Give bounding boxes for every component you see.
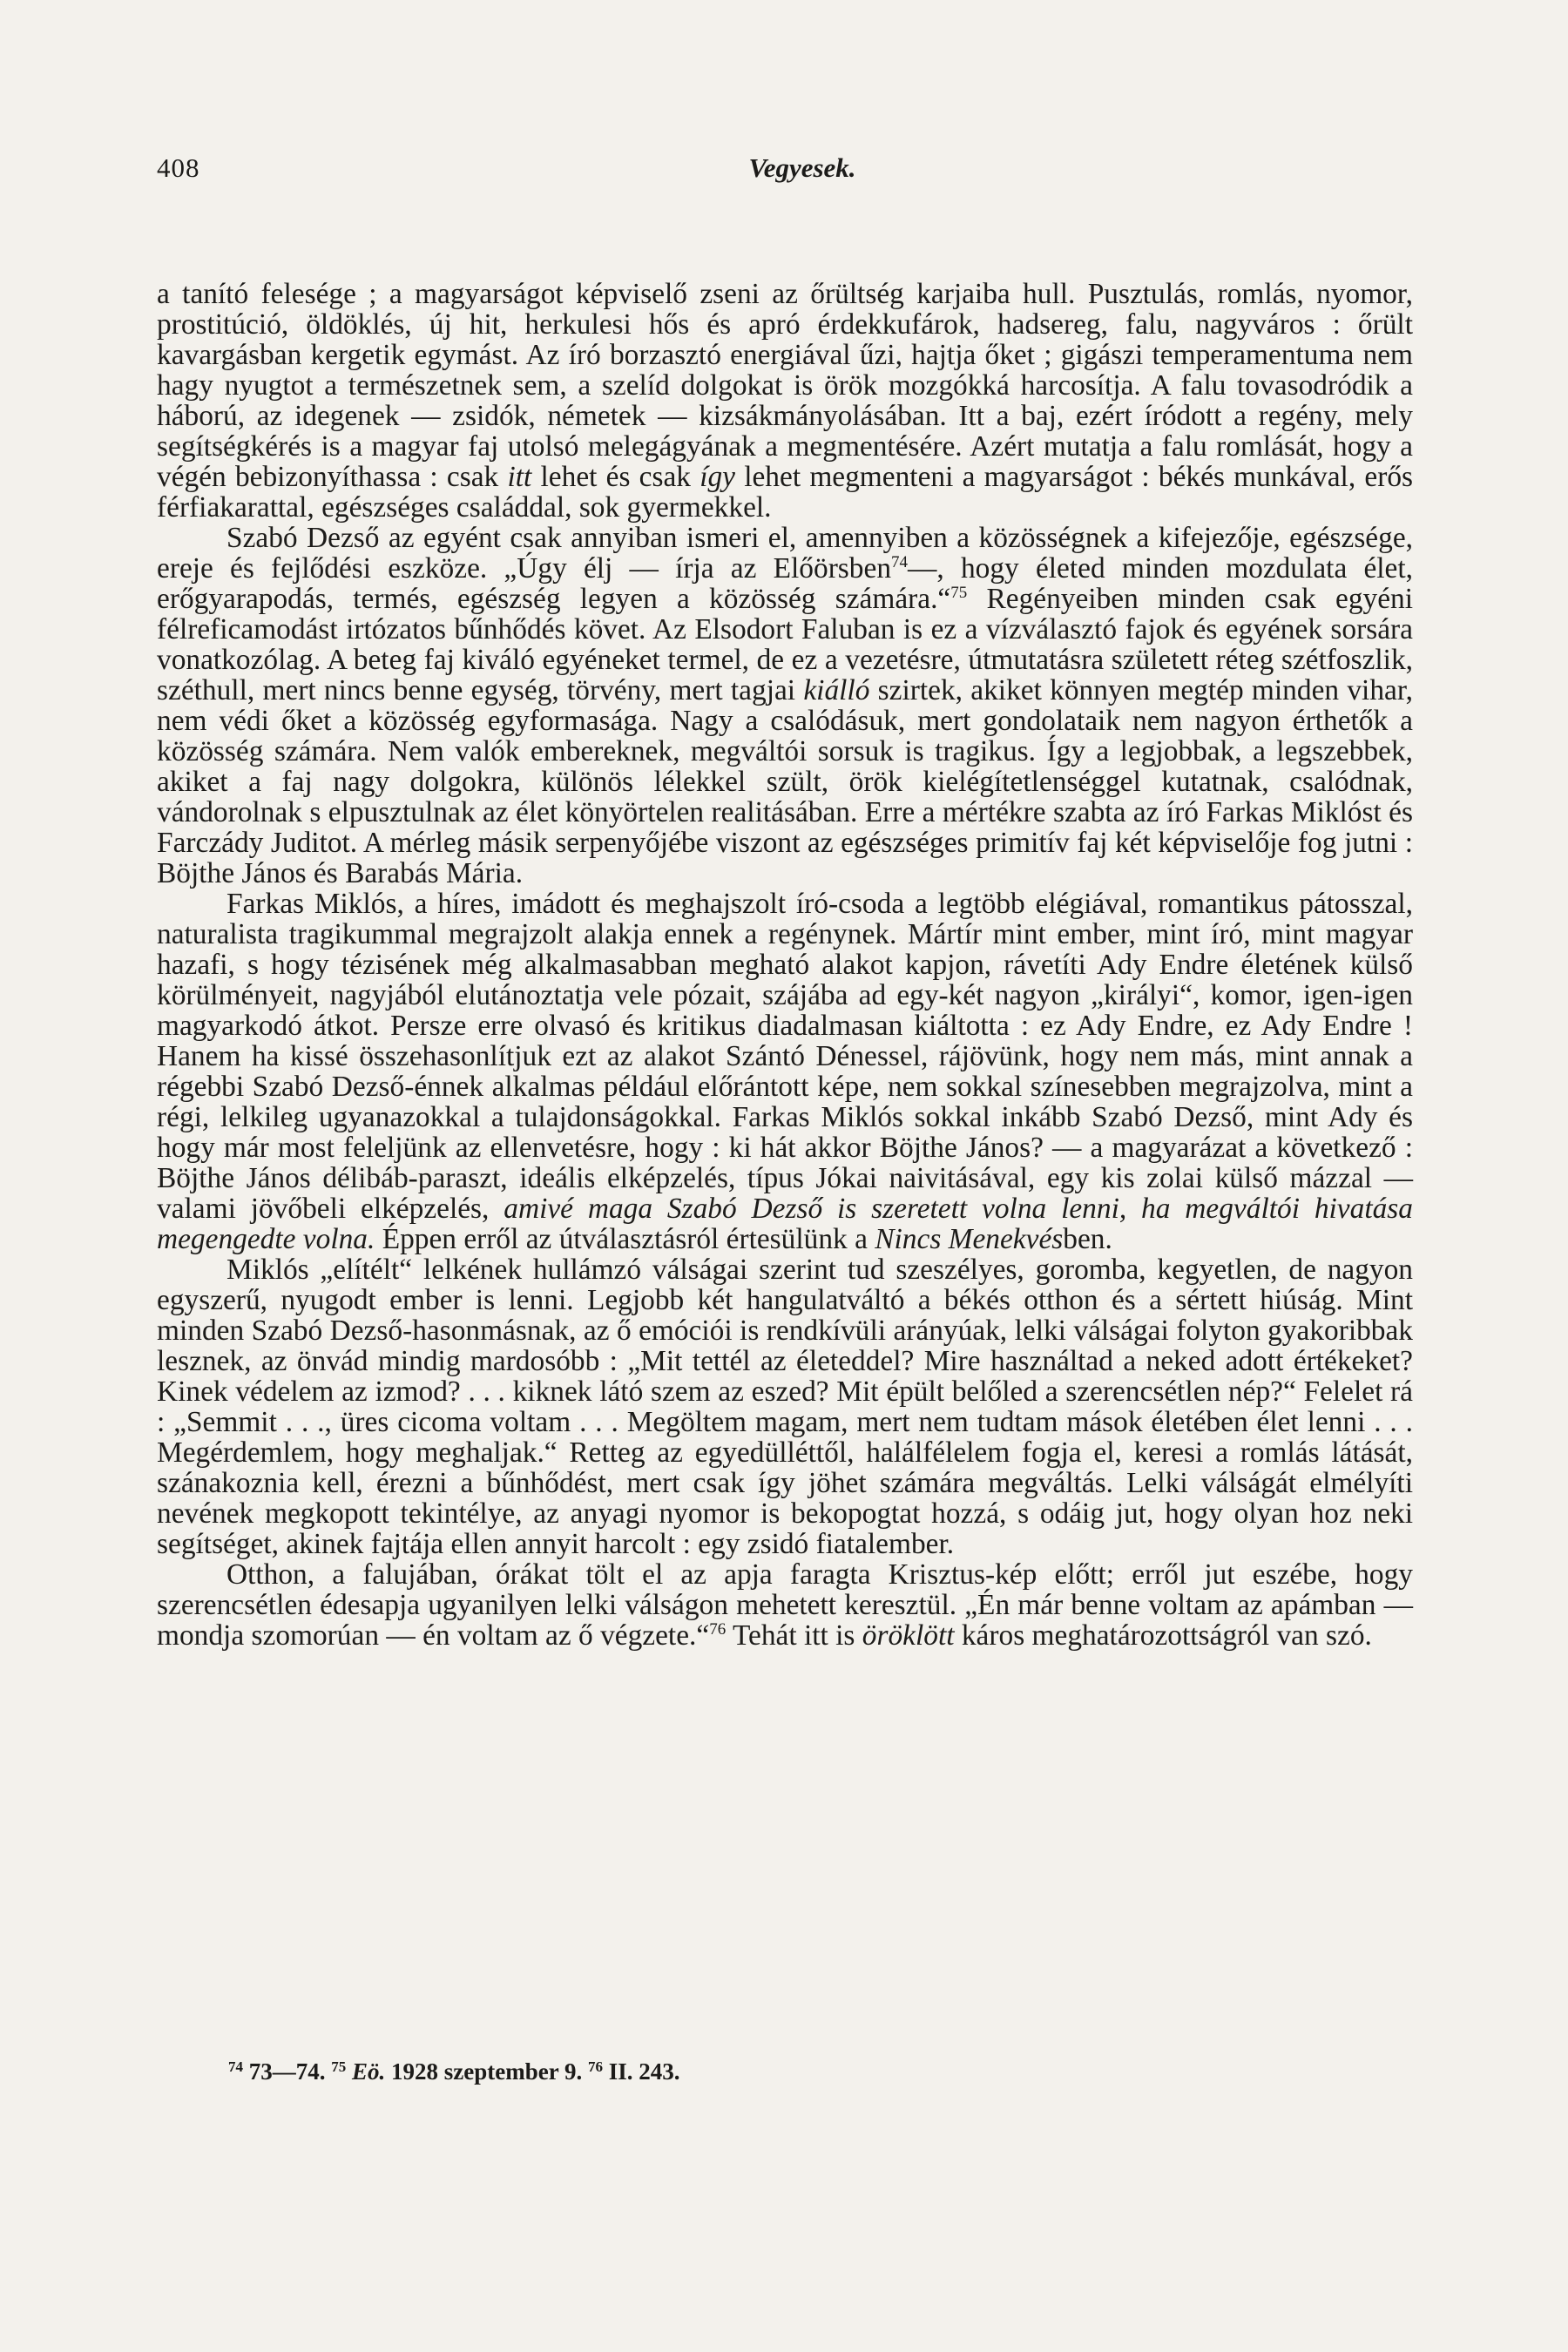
footnote xyxy=(588,2058,680,2085)
paragraph xyxy=(157,1559,1413,1651)
footnote-reference: 75 xyxy=(950,584,968,602)
footnote-reference: 76 xyxy=(709,1620,727,1639)
italic-text: öröklött xyxy=(862,1619,955,1652)
text-run: 73—74. xyxy=(243,2058,332,2085)
footnotes xyxy=(228,2054,680,2089)
footnote xyxy=(228,2058,331,2085)
text-run: a tanító felesége ; a magyarságot képviselő zseni az őrültség karjaiba hull. Pusztulás, romlás, nyomor, prostitúció, öldöklés, új hit, herkulesi hős és apró érdekkufárok, hadsereg, falu, nagyváros : őrült kavargásban kergetik egymást. Az író borzasztó energiával űzi, hajtja őket ; gigászi temperamentuma nem hagy nyugtot a természetnek sem, a szelíd dolgokat is örök mozgókká harcosítja. A falu tovasodródik a háború, az idegenek — zsidók, németek — kizsákmányolásában. Itt a baj, ezért íródott a regény, mely segítségkérés is a magyar faj utolsó melegágyának a megmentésére. Azért mutatja a falu romlását, hogy a végén bebizonyíthassa : csak xyxy=(157,278,1413,493)
body-text xyxy=(157,279,1413,1651)
text-run: II. 243. xyxy=(602,2058,680,2085)
text-run: káros meghatározottságról van szó. xyxy=(954,1619,1372,1652)
text-run: Miklós „elítélt“ lelkének hullámzó válságai szerint tud szeszélyes, goromba, kegyetlen, de nagyon egyszerű, nyugodt ember is lenni. Legjobb két hangulatváltó a békés otthon és a sértett hiúság. Mint minden Szabó Dezső-hasonmásnak, az ő emóciói is rendkívüli arányúak, lelki válságai folyton gyakoribbak lesznek, az önvád mindig mardosóbb : „Mit tettél az életeddel? Mire használtad a neked adott értékeket? Kinek védelem az izmod? . . . kiknek látó szem az eszed? Mit épült belőled a szerencsétlen nép?“ Felelet rá : „Semmit . . ., üres cicoma voltam . . . Megöltem magam, mert nem tudtam mások életében élet lenni . . . Megérdemlem, hogy meghaljak.“ Retteg az egyedülléttől, halálfélelem fogja el, keresi a romlás látását, szánakoznia kell, érezni a bűnhődést, mert csak így jöhet számára megváltás. Lelki válságát elmélyíti nevének megkopott tekintélye, az anyagi nyomor is bekopogtat hozzá, s odáig jut, hogy olyan hoz neki segítséget, akinek fajtája ellen annyit harcolt : egy zsidó fiatalember. xyxy=(157,1254,1413,1560)
text-run xyxy=(346,2058,352,2085)
text-run: Tehát itt is xyxy=(726,1619,862,1652)
italic-text: Nincs Menekvés xyxy=(875,1223,1064,1255)
paragraph xyxy=(157,523,1413,889)
italic-text: itt xyxy=(507,461,532,493)
footnote-reference: 74 xyxy=(891,553,909,571)
text-run: 1928 szeptember 9. xyxy=(385,2058,588,2085)
page-number: 408 xyxy=(157,152,200,183)
italic-text: amivé maga Szabó Dezső is szeretett volna lenni, ha megváltói hivatása megengedte volna. xyxy=(157,1193,1413,1255)
text-run: Otthon, a falujában, órákat tölt el az apja faragta Krisztus-kép előtt; erről jut eszébe, hogy szerencsétlen édesapja ugyanilyen lelki válságon mehetett keresztül. „Én már benne voltam az apámban — mondja szomorúan — én voltam az ő végzete.“ xyxy=(157,1558,1413,1652)
text-run: —, hogy életed minden mozdulata élet, erőgyarapodás, termés, egészség legyen a közösség számára.“ xyxy=(157,552,1414,615)
text-run: Farkas Miklós, a híres, imádott és meghajszolt író-csoda a legtöbb elégiával, romantikus pátosszal, naturalista tragikummal megrajzolt alakja ennek a regénynek. Mártír mint ember, mint író, mint magyar hazafi, s hogy tézisének még alkalmasabban megható alakot kapjon, rávetíti Ady Endre életének külső körülményeit, nagyjából elutánoztatja vele pózait, szájába ad egy-két nagyon „királyi“, komor, igen-igen magyarkodó átkot. Persze erre olvasó és kritikus diadalmasan kiáltotta : ez Ady Endre, ez Ady Endre ! Hanem ha kissé összehasonlítjuk ezt az alakot Szántó Dénessel, rájövünk, hogy nem más, mint annak a régebbi Szabó Dezső-énnek alkalmas például előrántott képe, nem sokkal színesebben megrajzolva, mint a régi, lelkileg ugyanazokkal a tulajdonságokkal. Farkas Miklós sokkal inkább Szabó Dezső, mint Ady és hogy már most feleljünk az ellenvetésre, hogy : ki hát akkor Böjthe János? — a magyarázat a következő : Böjthe János délibáb-paraszt, ideális elképzelés, típus Jókai naivitásával, egy kis zolai külső mázzal — valami jövőbeli elképzelés, xyxy=(157,888,1413,1225)
italic-text: így xyxy=(700,461,735,493)
footnote-mark: 74 xyxy=(228,2058,243,2075)
text-run: lehet megmenteni a magyarságot : békés munkával, erős férfiakarattal, egészséges családdal, sok gyermekkel. xyxy=(157,461,1414,524)
running-title: Vegyesek. xyxy=(748,152,856,183)
paragraph xyxy=(157,1254,1413,1559)
text-run: Regényeiben minden csak egyéni félreficamodást irtózatos bűnhődés követ. Az Elsodort Faluban is ez a vízválasztó fajok és egyének sorsára vonatkozólag. A beteg faj kiváló egyéneket termel, de ez a vezetésre, útmutatásra született réteg szétfoszlik, széthull, mert nincs benne egység, törvény, mert tagjai xyxy=(157,583,1413,706)
text-run: Éppen erről az útválasztásról értesülünk a xyxy=(375,1223,875,1255)
paragraph xyxy=(157,889,1413,1254)
footnote xyxy=(331,2058,588,2085)
text-run: Szabó Dezső az egyént csak annyiban ismeri el, amennyiben a közösségnek a kifejezője, egészsége, ereje és fejlődési eszköze. „Úgy élj — írja az Előörsben xyxy=(157,522,1413,585)
page-header xyxy=(157,146,1413,190)
paragraph xyxy=(157,279,1413,523)
footnote-mark: 75 xyxy=(331,2058,347,2075)
text-run: lehet és csak xyxy=(531,461,700,493)
text-run: szirtek, akiket könnyen megtép minden vihar, nem védi őket a közösség egyformasága. Nagy a csalódásuk, mert gondolataik nem nagyon érthetők a közösség számára. Nem valók embereknek, megváltói sorsuk is tragikus. Így a legjobbak, a legszebbek, akiket a faj nagy dolgokra, különös lélekkel szült, örök kielégítetlenséggel kutatnak, csalódnak, vándorolnak s elpusztulnak az élet könyörtelen realitásában. Erre a mértékre szabta az író Farkas Miklóst és Farczády Juditot. A mérleg másik serpenyőjébe viszont az egészséges primitív faj két képviselője fog jutni : Böjthe János és Barabás Mária. xyxy=(157,674,1413,889)
text-run: ben. xyxy=(1063,1223,1112,1255)
italic-text: Eö. xyxy=(352,2058,386,2085)
italic-text: kiálló xyxy=(803,674,870,706)
footnote-mark: 76 xyxy=(587,2058,603,2075)
